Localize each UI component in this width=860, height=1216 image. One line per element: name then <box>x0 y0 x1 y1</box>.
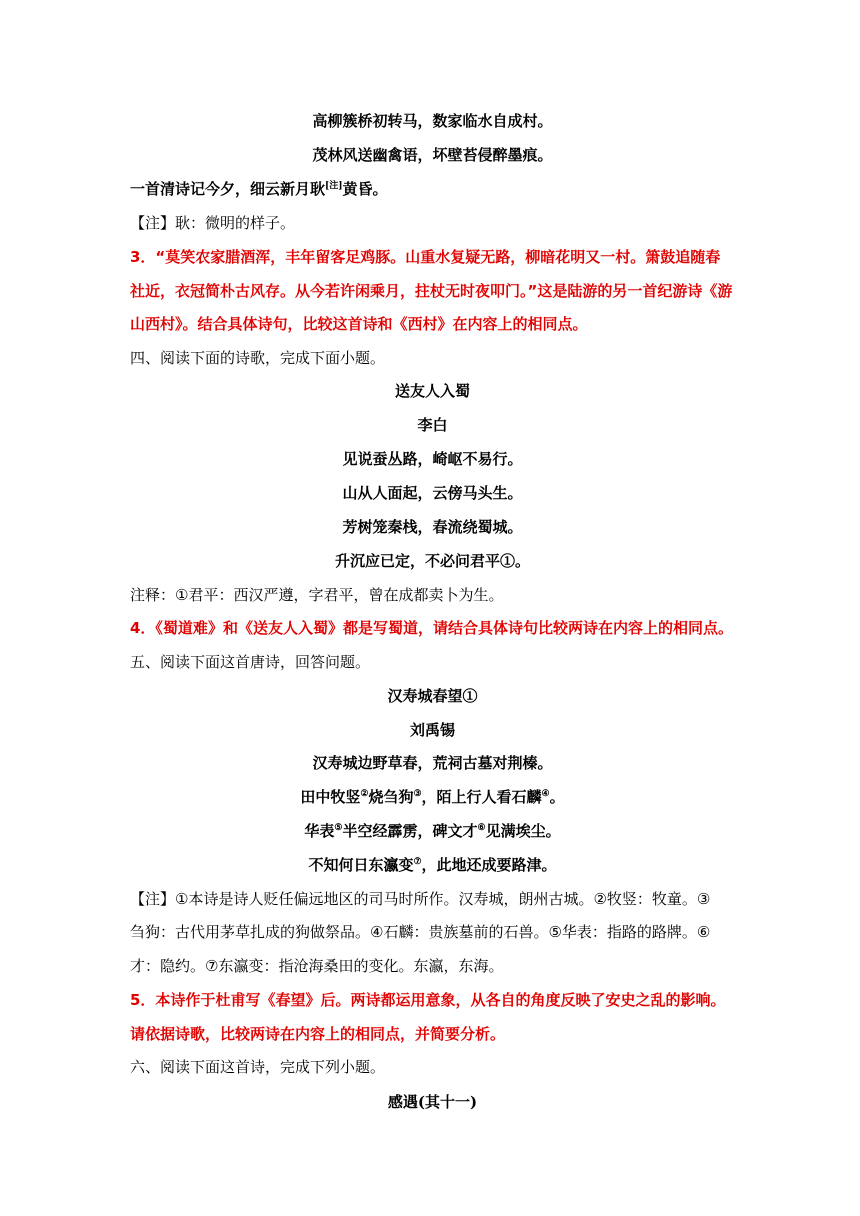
poem3-line-4 <box>130 854 735 876</box>
poem3-line-2 <box>130 786 735 808</box>
section-6-heading: 六、阅读下面这首诗，完成下列小题。 <box>130 1058 386 1076</box>
poem3-line-4-a: 不知何日东瀛变 <box>308 856 414 874</box>
poem2-title: 送友人入蜀 <box>394 382 470 400</box>
poem3-line-3 <box>130 820 735 842</box>
poem2-line-1: 见说蚕丛路，崎岖不易行。 <box>342 450 523 468</box>
poem1-line-3-text: 一首清诗记今夕，细云新月耿 <box>130 180 326 198</box>
poem3-line-2-c: ，陌上行人看石麟 <box>421 788 542 806</box>
poem3-line-4-sup-1: ⑦ <box>413 857 422 867</box>
poem3-title: 汉寿城春望① <box>387 687 478 705</box>
poem3-line-2-sup-3: ④ <box>541 789 550 799</box>
poem1-line-3 <box>130 178 735 200</box>
poem1-line-2: 茂林风送幽禽语，坏壁苔侵醉墨痕。 <box>312 146 553 164</box>
poem3-line-2-sup-1: ② <box>360 789 369 799</box>
poem2-line-4: 升沉应已定，不必问君平①。 <box>334 552 530 570</box>
poem1-note-marker: [注] <box>325 181 343 191</box>
poem3-line-2-sup-2: ③ <box>413 789 422 799</box>
poem3-line-3-sup-1: ⑤ <box>334 823 343 833</box>
poem1-line-3-end: 黄昏。 <box>342 180 388 198</box>
poem1-note: 【注】耿：微明的样子。 <box>130 214 296 232</box>
poem3-line-3-c: 见满埃尘。 <box>485 822 561 840</box>
poem3-line-2-d: 。 <box>549 788 565 806</box>
question-3-line-3: 山西村》。结合具体诗句，比较这首诗和《西村》在内容上的相同点。 <box>130 315 588 333</box>
poem1-line-1: 高柳簇桥初转马，数家临水自成村。 <box>312 112 553 130</box>
poem3-author: 刘禹锡 <box>409 721 455 739</box>
poem2-author: 李白 <box>417 416 448 434</box>
question-3-line-1: 3．“莫笑农家腊酒浑，丰年留客足鸡豚。山重水复疑无路，柳暗花明又一村。箫鼓追随春 <box>130 248 721 266</box>
poem3-line-3-b: 半空经霹雳，碑文才 <box>342 822 478 840</box>
poem2-line-3: 芳树笼秦栈，春流绕蜀城。 <box>342 518 523 536</box>
question-3-line-2: 社近，衣冠简朴古风存。从今若许闲乘月，拄杖无时夜叩门。”这是陆游的另一首纪游诗《游 <box>130 282 733 300</box>
poem3-line-4-b: ，此地还成要路津。 <box>421 856 557 874</box>
poem3-note-line-1: 【注】①本诗是诗人贬任偏远地区的司马时所作。汉寿城，朗州古城。②牧竖：牧童。③ <box>130 890 711 908</box>
poem2-line-2: 山从人面起，云傍马头生。 <box>342 484 523 502</box>
question-5-line-1: 5．本诗作于杜甫写《春望》后。两诗都运用意象，从各自的角度反映了安史之乱的影响。 <box>130 991 726 1009</box>
section-4-heading: 四、阅读下面的诗歌，完成下面小题。 <box>130 349 386 367</box>
poem2-note: 注释：①君平：西汉严遵，字君平，曾在成都卖卜为生。 <box>130 586 504 604</box>
question-4: 4．《蜀道难》和《送友人入蜀》都是写蜀道，请结合具体诗句比较两诗在内容上的相同点。 <box>130 619 733 637</box>
poem4-title: 感遇(其十一) <box>387 1093 478 1111</box>
section-5-heading: 五、阅读下面这首唐诗，回答问题。 <box>130 653 371 671</box>
poem3-line-3-a: 华表 <box>304 822 335 840</box>
question-5-line-2: 请依据诗歌，比较两诗在内容上的相同点，并简要分析。 <box>130 1025 506 1043</box>
poem3-note-line-2: 刍狗：古代用茅草扎成的狗做祭品。④石麟：贵族墓前的石兽。⑤华表：指路的路牌。⑥ <box>130 923 711 941</box>
poem3-line-3-sup-2: ⑥ <box>477 823 486 833</box>
poem3-line-2-a: 田中牧竖 <box>300 788 361 806</box>
poem3-note-line-3: 才：隐约。⑦东瀛变：指沧海桑田的变化。东瀛，东海。 <box>130 957 504 975</box>
poem3-line-2-b: 烧刍狗 <box>368 788 414 806</box>
poem3-line-1: 汉寿城边野草春，荒祠古墓对荆榛。 <box>312 754 553 772</box>
